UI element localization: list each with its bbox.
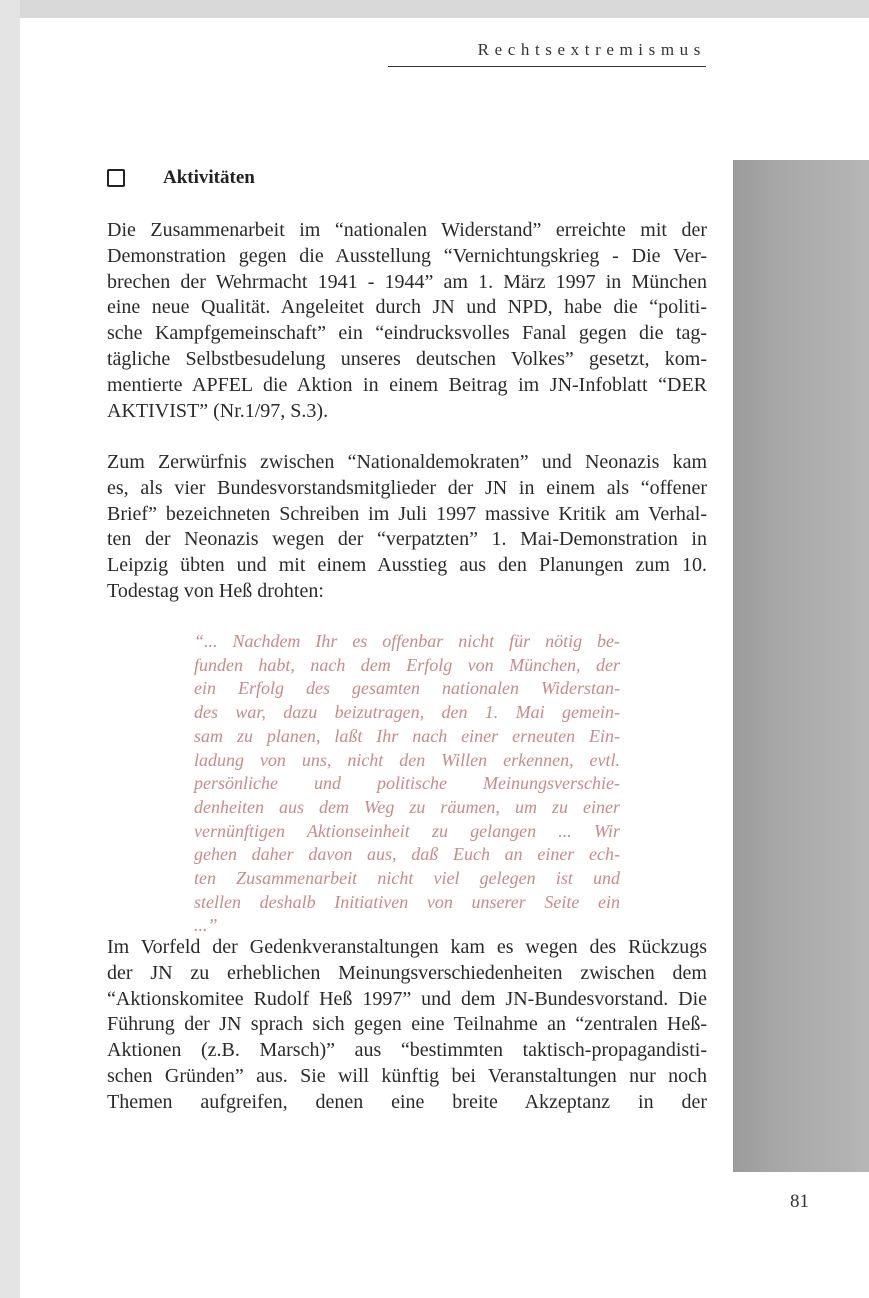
quote-line: funden habt, nach dem Erfolg von München, der <box>194 654 620 675</box>
quote-line: ten Zusammenarbeit nicht viel gelegen ist und <box>194 868 620 889</box>
paragraph-line: mentierte APFEL die Aktion in einem Beitrag im JN-Infoblatt “DER <box>107 373 707 396</box>
paragraph-1 <box>107 218 707 424</box>
paragraph-2 <box>107 450 707 605</box>
paragraph-line: ten der Neonazis wegen der “verpatzten” 1. Mai-Demonstration in <box>107 528 707 551</box>
paragraph-line: AKTIVIST” (Nr.1/97, S.3). <box>107 399 329 422</box>
quote-line: denheiten aus dem Weg zu räumen, um zu einer <box>194 796 620 817</box>
quote-line: vernünftigen Aktionseinheit zu gelangen ... Wir <box>194 820 620 841</box>
page-number: 81 <box>790 1191 809 1212</box>
paragraph-line: Im Vorfeld der Gedenkveranstaltungen kam es wegen des Rückzugs <box>107 936 707 958</box>
paragraph-line: Aktionen (z.B. Marsch)” aus “bestimmten taktisch-propagandisti- <box>107 1039 707 1062</box>
quote-line: ladung von uns, nicht den Willen erkennen, evtl. <box>194 749 620 770</box>
quote-line: gehen daher davon aus, daß Euch an einer ech- <box>194 844 620 865</box>
quote-line: “... Nachdem Ihr es offenbar nicht für nötig be- <box>194 631 620 651</box>
scan-edge-top <box>0 0 869 18</box>
paragraph-line: brechen der Wehrmacht 1941 - 1944” am 1. März 1997 in München <box>107 270 707 293</box>
checkbox-bullet-icon <box>107 169 125 187</box>
paragraph-line: der JN zu erheblichen Meinungsverschiedenheiten zwischen dem <box>107 961 707 984</box>
section-heading <box>107 167 255 189</box>
paragraph-line: Zum Zerwürfnis zwischen “Nationaldemokraten” und Neonazis kam <box>107 451 707 473</box>
scan-edge-left <box>0 0 20 1298</box>
paragraph-line: sche Kampfgemeinschaft” ein “eindrucksvolles Fanal gegen die tag- <box>107 322 707 345</box>
paragraph-line: Die Zusammenarbeit im “nationalen Widerstand” erreichte mit der <box>107 219 707 241</box>
running-head: Rechtsextremismus <box>388 40 706 67</box>
paragraph-line: schen Gründen” aus. Sie will künftig bei Veranstaltungen nur noch <box>107 1064 707 1087</box>
paragraph-line: Themen aufgreifen, denen eine breite Akzeptanz in der <box>107 1090 707 1113</box>
section-title: Aktivitäten <box>163 167 255 188</box>
quote-line: sam zu planen, laßt Ihr nach einer erneuten Ein- <box>194 725 620 746</box>
side-margin-shading <box>733 160 869 1172</box>
paragraph-line: “Aktionskomitee Rudolf Heß 1997” und dem JN-Bundesvorstand. Die <box>107 987 707 1010</box>
paragraph-line: tägliche Selbstbesudelung unseres deutschen Volkes” gesetzt, kom- <box>107 347 707 370</box>
paragraph-line: Todestag von Heß drohten: <box>107 579 324 602</box>
paragraph-line: eine neue Qualität. Angeleitet durch JN und NPD, habe die “politi- <box>107 296 707 319</box>
quote-line: ...” <box>194 915 218 936</box>
paragraph-line: Brief” bezeichneten Schreiben im Juli 1997 massive Kritik am Verhal- <box>107 502 707 525</box>
quote-line: ein Erfolg des gesamten nationalen Widerstan- <box>194 678 620 699</box>
paragraph-3 <box>107 935 707 1116</box>
paragraph-line: es, als vier Bundesvorstandsmitglieder der JN in einem als “offener <box>107 476 707 499</box>
quote-line: persönliche und politische Meinungsverschie- <box>194 773 620 794</box>
paragraph-line: Führung der JN sprach sich gegen eine Teilnahme an “zentralen Heß- <box>107 1013 707 1036</box>
block-quote <box>194 630 620 938</box>
quote-line: des war, dazu beizutragen, den 1. Mai gemein- <box>194 702 620 723</box>
paragraph-line: Leipzig übten und mit einem Ausstieg aus den Planungen zum 10. <box>107 554 707 577</box>
paragraph-line: Demonstration gegen die Ausstellung “Vernichtungskrieg - Die Ver- <box>107 244 707 267</box>
quote-line: stellen deshalb Initiativen von unserer Seite ein <box>194 891 620 912</box>
